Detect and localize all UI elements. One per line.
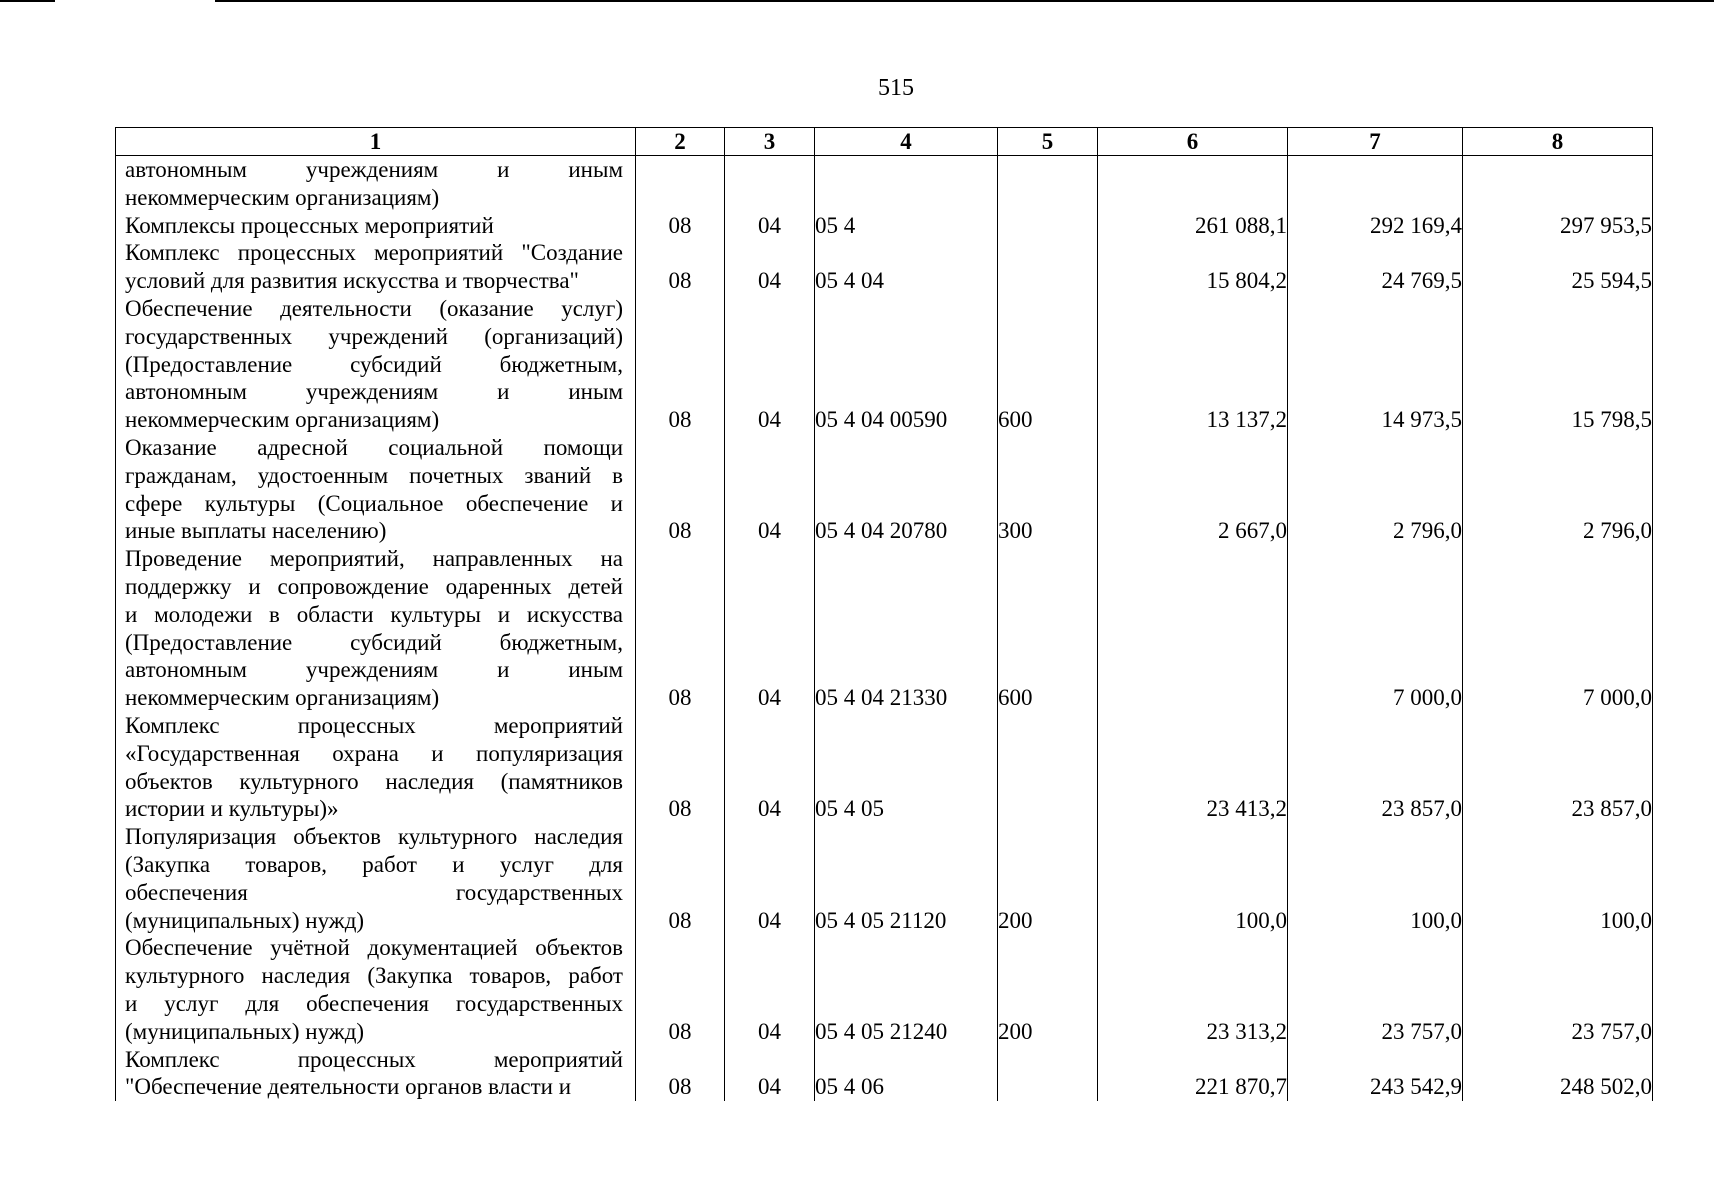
column-header-7: 7 <box>1288 128 1463 156</box>
section-code: 08 <box>636 545 725 712</box>
column-header-4: 4 <box>815 128 998 156</box>
section-code: 08 <box>636 295 725 434</box>
description-line: Оказание адресной социальной помощи <box>125 434 623 460</box>
description-line: объектов культурного наследия (памятников <box>125 768 623 794</box>
expense-type-code: 200 <box>998 934 1098 1045</box>
target-article-code <box>815 156 998 212</box>
row-description <box>116 434 636 545</box>
description-line: Комплекс процессных мероприятий <box>125 1046 623 1072</box>
table-row <box>116 545 1653 712</box>
expense-type-code <box>998 212 1098 240</box>
table-row <box>116 156 1653 212</box>
subsection-code: 04 <box>725 1046 815 1102</box>
description-line: поддержку и сопровождение одаренных детей <box>125 573 623 599</box>
amount-col-7: 7 000,0 <box>1288 545 1463 712</box>
column-header-2: 2 <box>636 128 725 156</box>
description-line: (муниципальных) нужд) <box>125 907 365 933</box>
amount-col-8: 248 502,0 <box>1463 1046 1653 1102</box>
amount-col-8: 7 000,0 <box>1463 545 1653 712</box>
table-row <box>116 212 1653 240</box>
expense-type-code: 300 <box>998 434 1098 545</box>
description-line: Обеспечение учётной документацией объектов <box>125 935 623 961</box>
description-line: государственных учреждений (организаций) <box>125 323 623 349</box>
page-number: 515 <box>878 75 914 101</box>
table-row <box>116 823 1653 934</box>
row-description <box>116 934 636 1045</box>
amount-col-6: 13 137,2 <box>1098 295 1288 434</box>
target-article-code: 05 4 05 <box>815 712 998 823</box>
amount-col-7: 24 769,5 <box>1288 239 1463 295</box>
description-line: (муниципальных) нужд) <box>125 1018 365 1044</box>
amount-col-6: 100,0 <box>1098 823 1288 934</box>
amount-col-6 <box>1098 545 1288 712</box>
amount-col-6: 23 413,2 <box>1098 712 1288 823</box>
amount-col-8: 15 798,5 <box>1463 295 1653 434</box>
description-line: некоммерческим организациям) <box>125 685 440 711</box>
amount-col-6 <box>1098 156 1288 212</box>
row-description <box>116 823 636 934</box>
subsection-code: 04 <box>725 295 815 434</box>
expense-type-code <box>998 156 1098 212</box>
description-line: Проведение мероприятий, направленных на <box>125 546 623 572</box>
row-description <box>116 212 636 240</box>
row-description <box>116 712 636 823</box>
amount-col-7: 292 169,4 <box>1288 212 1463 240</box>
subsection-code: 04 <box>725 212 815 240</box>
description-line: Комплекс процессных мероприятий <box>125 712 623 738</box>
amount-col-6: 221 870,7 <box>1098 1046 1288 1102</box>
top-rule <box>0 0 55 2</box>
subsection-code <box>725 156 815 212</box>
amount-col-7: 2 796,0 <box>1288 434 1463 545</box>
subsection-code: 04 <box>725 823 815 934</box>
description-line: "Обеспечение деятельности органов власти и <box>125 1074 572 1100</box>
description-line: (Предоставление субсидий бюджетным, <box>125 351 623 377</box>
target-article-code: 05 4 04 20780 <box>815 434 998 545</box>
amount-col-8: 100,0 <box>1463 823 1653 934</box>
table-row <box>116 434 1653 545</box>
description-line: «Государственная охрана и популяризация <box>125 740 623 766</box>
expense-type-code <box>998 239 1098 295</box>
amount-col-7: 243 542,9 <box>1288 1046 1463 1102</box>
amount-col-8: 23 857,0 <box>1463 712 1653 823</box>
section-code: 08 <box>636 1046 725 1102</box>
section-code <box>636 156 725 212</box>
description-line: иные выплаты населению) <box>125 518 387 544</box>
column-header-3: 3 <box>725 128 815 156</box>
row-description <box>116 545 636 712</box>
description-line: Популяризация объектов культурного наследия <box>125 824 623 850</box>
column-header-6: 6 <box>1098 128 1288 156</box>
table-row <box>116 712 1653 823</box>
target-article-code: 05 4 04 <box>815 239 998 295</box>
column-header-5: 5 <box>998 128 1098 156</box>
subsection-code: 04 <box>725 239 815 295</box>
amount-col-7 <box>1288 156 1463 212</box>
target-article-code: 05 4 06 <box>815 1046 998 1102</box>
description-line: обеспечения государственных <box>125 879 623 905</box>
expense-type-code <box>998 712 1098 823</box>
budget-table <box>115 127 1653 1101</box>
amount-col-7: 23 757,0 <box>1288 934 1463 1045</box>
amount-col-8: 2 796,0 <box>1463 434 1653 545</box>
target-article-code: 05 4 05 21240 <box>815 934 998 1045</box>
target-article-code: 05 4 04 21330 <box>815 545 998 712</box>
description-line: некоммерческим организациям) <box>125 407 440 433</box>
subsection-code: 04 <box>725 434 815 545</box>
amount-col-7: 23 857,0 <box>1288 712 1463 823</box>
amount-col-6: 15 804,2 <box>1098 239 1288 295</box>
section-code: 08 <box>636 934 725 1045</box>
expense-type-code: 600 <box>998 295 1098 434</box>
row-description <box>116 156 636 212</box>
description-line: Комплексы процессных мероприятий <box>125 212 494 238</box>
table-body <box>116 156 1653 1102</box>
amount-col-6: 2 667,0 <box>1098 434 1288 545</box>
table-row <box>116 239 1653 295</box>
subsection-code: 04 <box>725 712 815 823</box>
target-article-code: 05 4 04 00590 <box>815 295 998 434</box>
target-article-code: 05 4 05 21120 <box>815 823 998 934</box>
subsection-code: 04 <box>725 545 815 712</box>
section-code: 08 <box>636 212 725 240</box>
expense-type-code: 600 <box>998 545 1098 712</box>
top-rule <box>215 0 1714 2</box>
expense-type-code: 200 <box>998 823 1098 934</box>
amount-col-7: 14 973,5 <box>1288 295 1463 434</box>
description-line: Обеспечение деятельности (оказание услуг) <box>125 295 623 321</box>
description-line: сфере культуры (Социальное обеспечение и <box>125 490 623 516</box>
description-line: условий для развития искусства и творчества" <box>125 268 579 294</box>
description-line: культурного наследия (Закупка товаров, работ <box>125 963 623 989</box>
amount-col-8: 25 594,5 <box>1463 239 1653 295</box>
description-line: Комплекс процессных мероприятий "Создание <box>125 240 623 266</box>
description-line: автономным учреждениям и иным <box>125 379 623 405</box>
description-line: автономным учреждениям и иным <box>125 157 623 182</box>
column-header-8: 8 <box>1463 128 1653 156</box>
amount-col-6: 23 313,2 <box>1098 934 1288 1045</box>
target-article-code: 05 4 <box>815 212 998 240</box>
table-header-row <box>116 128 1653 156</box>
amount-col-8 <box>1463 156 1653 212</box>
column-header-1: 1 <box>116 128 636 156</box>
section-code: 08 <box>636 239 725 295</box>
section-code: 08 <box>636 434 725 545</box>
description-line: истории и культуры)» <box>125 796 339 822</box>
section-code: 08 <box>636 823 725 934</box>
description-line: (Закупка товаров, работ и услуг для <box>125 851 623 877</box>
amount-col-8: 23 757,0 <box>1463 934 1653 1045</box>
table-row <box>116 934 1653 1045</box>
section-code: 08 <box>636 712 725 823</box>
table-row <box>116 295 1653 434</box>
amount-col-8: 297 953,5 <box>1463 212 1653 240</box>
subsection-code: 04 <box>725 934 815 1045</box>
expense-type-code <box>998 1046 1098 1102</box>
description-line: некоммерческим организациям) <box>125 184 440 210</box>
description-line: и молодежи в области культуры и искусства <box>125 601 623 627</box>
description-line: и услуг для обеспечения государственных <box>125 990 623 1016</box>
row-description <box>116 295 636 434</box>
description-line: автономным учреждениям и иным <box>125 657 623 683</box>
table-row <box>116 1046 1653 1102</box>
description-line: (Предоставление субсидий бюджетным, <box>125 629 623 655</box>
row-description <box>116 1046 636 1102</box>
row-description <box>116 239 636 295</box>
amount-col-6: 261 088,1 <box>1098 212 1288 240</box>
description-line: гражданам, удостоенным почетных званий в <box>125 462 623 488</box>
amount-col-7: 100,0 <box>1288 823 1463 934</box>
